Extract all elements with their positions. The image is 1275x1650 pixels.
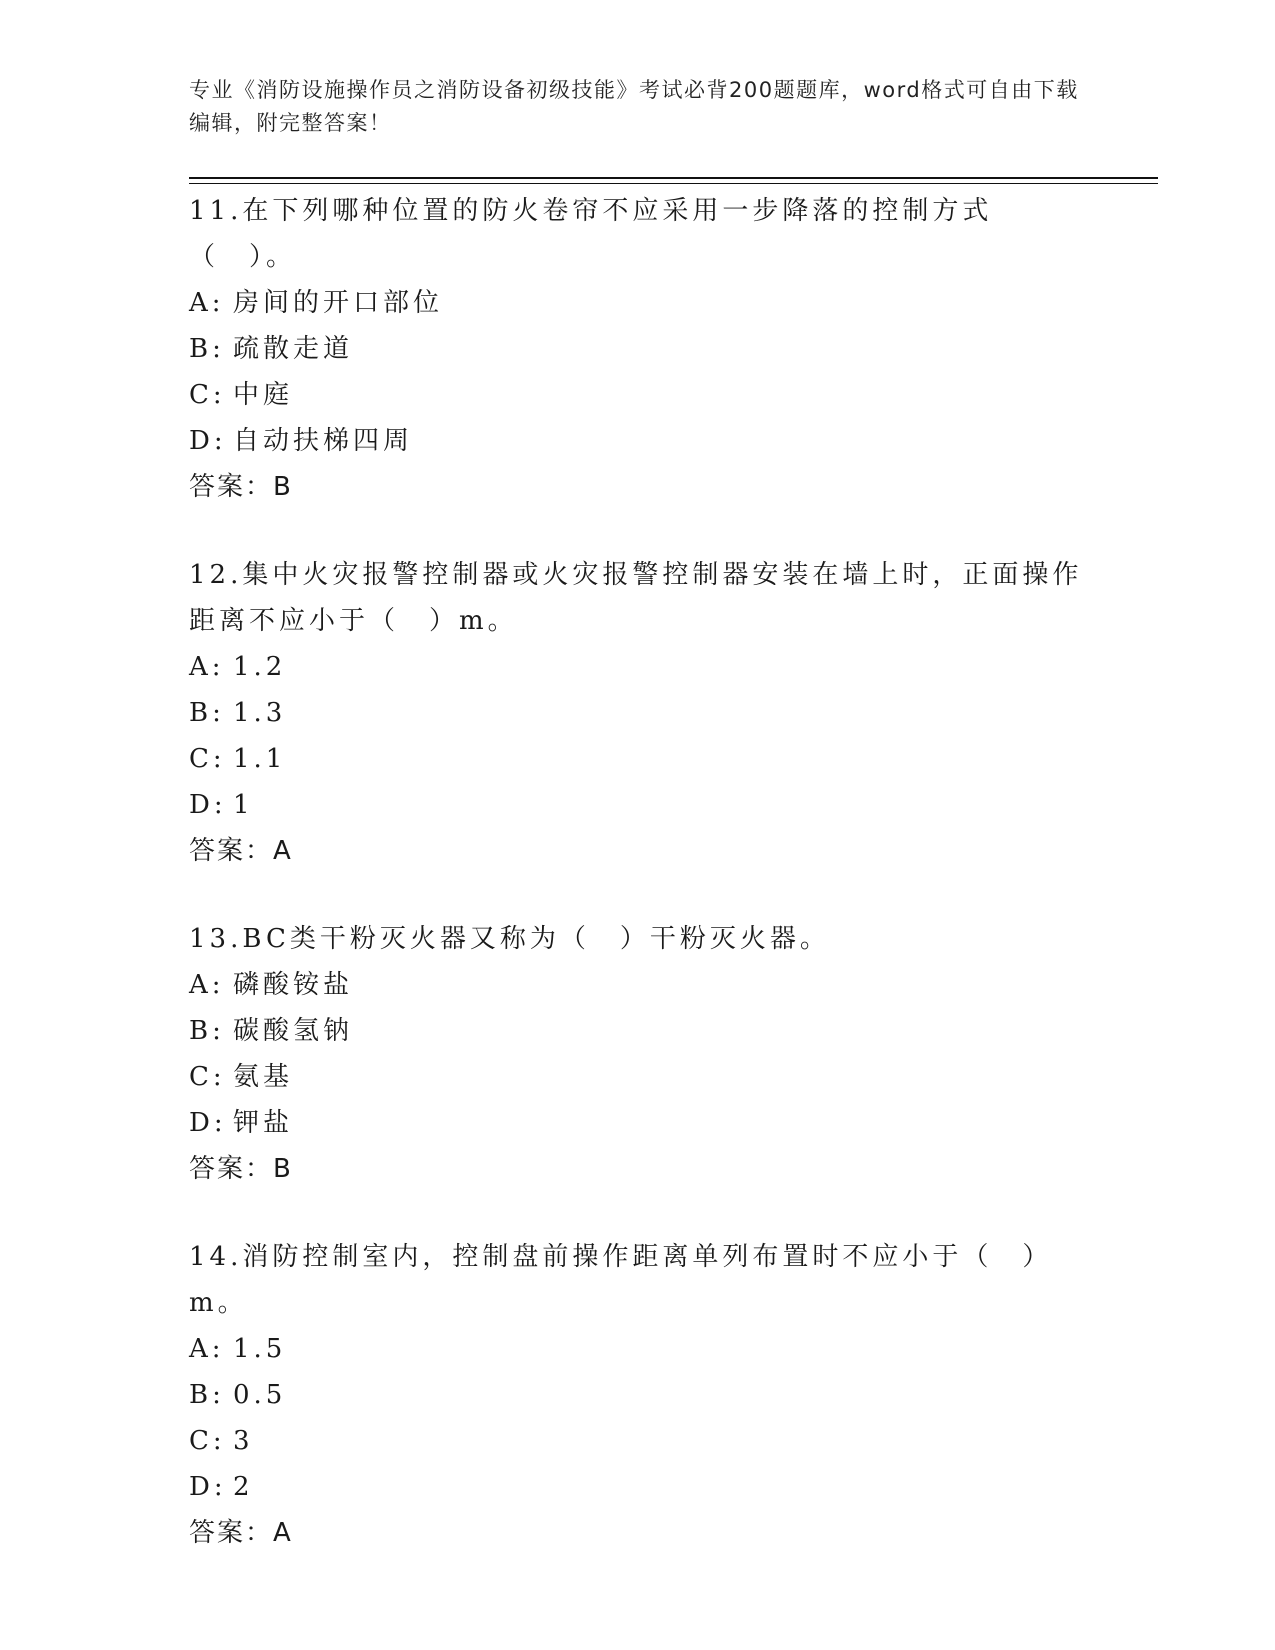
option-text: 1.2 bbox=[233, 652, 287, 682]
option-text: 1.3 bbox=[233, 698, 287, 728]
option-letter: D: bbox=[189, 1472, 227, 1502]
option-c bbox=[189, 1418, 1089, 1464]
option-text: 碳酸氢钠 bbox=[233, 1016, 354, 1046]
option-text: 钾盐 bbox=[233, 1108, 294, 1138]
option-letter: B: bbox=[189, 698, 225, 728]
option-d bbox=[189, 1464, 1089, 1510]
question-text: 13.BC类干粉灭火器又称为（ ）干粉灭火器。 bbox=[189, 924, 830, 954]
option-letter: A: bbox=[189, 1334, 225, 1364]
option-text: 0.5 bbox=[233, 1380, 287, 1410]
option-letter: C: bbox=[189, 1426, 226, 1456]
question-list bbox=[189, 188, 1089, 1598]
option-d bbox=[189, 418, 1089, 464]
option-c bbox=[189, 736, 1089, 782]
answer-text: 答案：B bbox=[189, 472, 293, 502]
question-14 bbox=[189, 1234, 1089, 1556]
option-d bbox=[189, 1100, 1089, 1146]
option-letter: A: bbox=[189, 652, 225, 682]
answer-text: 答案：A bbox=[189, 1518, 293, 1548]
document-header: 专业《消防设施操作员之消防设备初级技能》考试必背200题题库，word格式可自由下载编辑，附完整答案！ bbox=[189, 78, 1079, 135]
question-text: 14.消防控制室内，控制盘前操作距离单列布置时不应小于（ ）m。 bbox=[189, 1242, 1053, 1318]
option-letter: D: bbox=[189, 790, 227, 820]
header-divider-thin bbox=[189, 183, 1158, 184]
option-text: 3 bbox=[233, 1426, 254, 1456]
option-text: 1.1 bbox=[233, 744, 287, 774]
option-letter: D: bbox=[189, 426, 227, 456]
option-d bbox=[189, 782, 1089, 828]
question-text: 12.集中火灾报警控制器或火灾报警控制器安装在墙上时，正面操作距离不应小于（ ）m。 bbox=[189, 560, 1083, 636]
option-text: 1 bbox=[233, 790, 254, 820]
option-a bbox=[189, 962, 1089, 1008]
option-text: 1.5 bbox=[233, 1334, 287, 1364]
option-text: 2 bbox=[233, 1472, 254, 1502]
option-b bbox=[189, 1008, 1089, 1054]
option-letter: C: bbox=[189, 380, 226, 410]
option-a bbox=[189, 1326, 1089, 1372]
option-b bbox=[189, 690, 1089, 736]
option-text: 自动扶梯四周 bbox=[233, 426, 414, 456]
option-text: 磷酸铵盐 bbox=[233, 970, 354, 1000]
question-12 bbox=[189, 552, 1089, 874]
option-text: 中庭 bbox=[233, 380, 294, 410]
option-text: 疏散走道 bbox=[233, 334, 354, 364]
option-b bbox=[189, 326, 1089, 372]
option-letter: C: bbox=[189, 744, 226, 774]
option-letter: D: bbox=[189, 1108, 227, 1138]
question-text: 11.在下列哪种位置的防火卷帘不应采用一步降落的控制方式（ ）。 bbox=[189, 196, 993, 272]
option-text: 房间的开口部位 bbox=[233, 288, 444, 318]
option-c bbox=[189, 1054, 1089, 1100]
option-a bbox=[189, 644, 1089, 690]
header-divider-thick bbox=[189, 177, 1158, 179]
option-c bbox=[189, 372, 1089, 418]
option-letter: B: bbox=[189, 1016, 225, 1046]
option-letter: A: bbox=[189, 288, 225, 318]
question-11 bbox=[189, 188, 1089, 510]
option-text: 氨基 bbox=[233, 1062, 294, 1092]
answer-text: 答案：B bbox=[189, 1154, 293, 1184]
option-letter: B: bbox=[189, 1380, 225, 1410]
option-letter: B: bbox=[189, 334, 225, 364]
option-b bbox=[189, 1372, 1089, 1418]
option-letter: A: bbox=[189, 970, 225, 1000]
answer-text: 答案：A bbox=[189, 836, 293, 866]
question-13 bbox=[189, 916, 1089, 1192]
option-letter: C: bbox=[189, 1062, 226, 1092]
option-a bbox=[189, 280, 1089, 326]
